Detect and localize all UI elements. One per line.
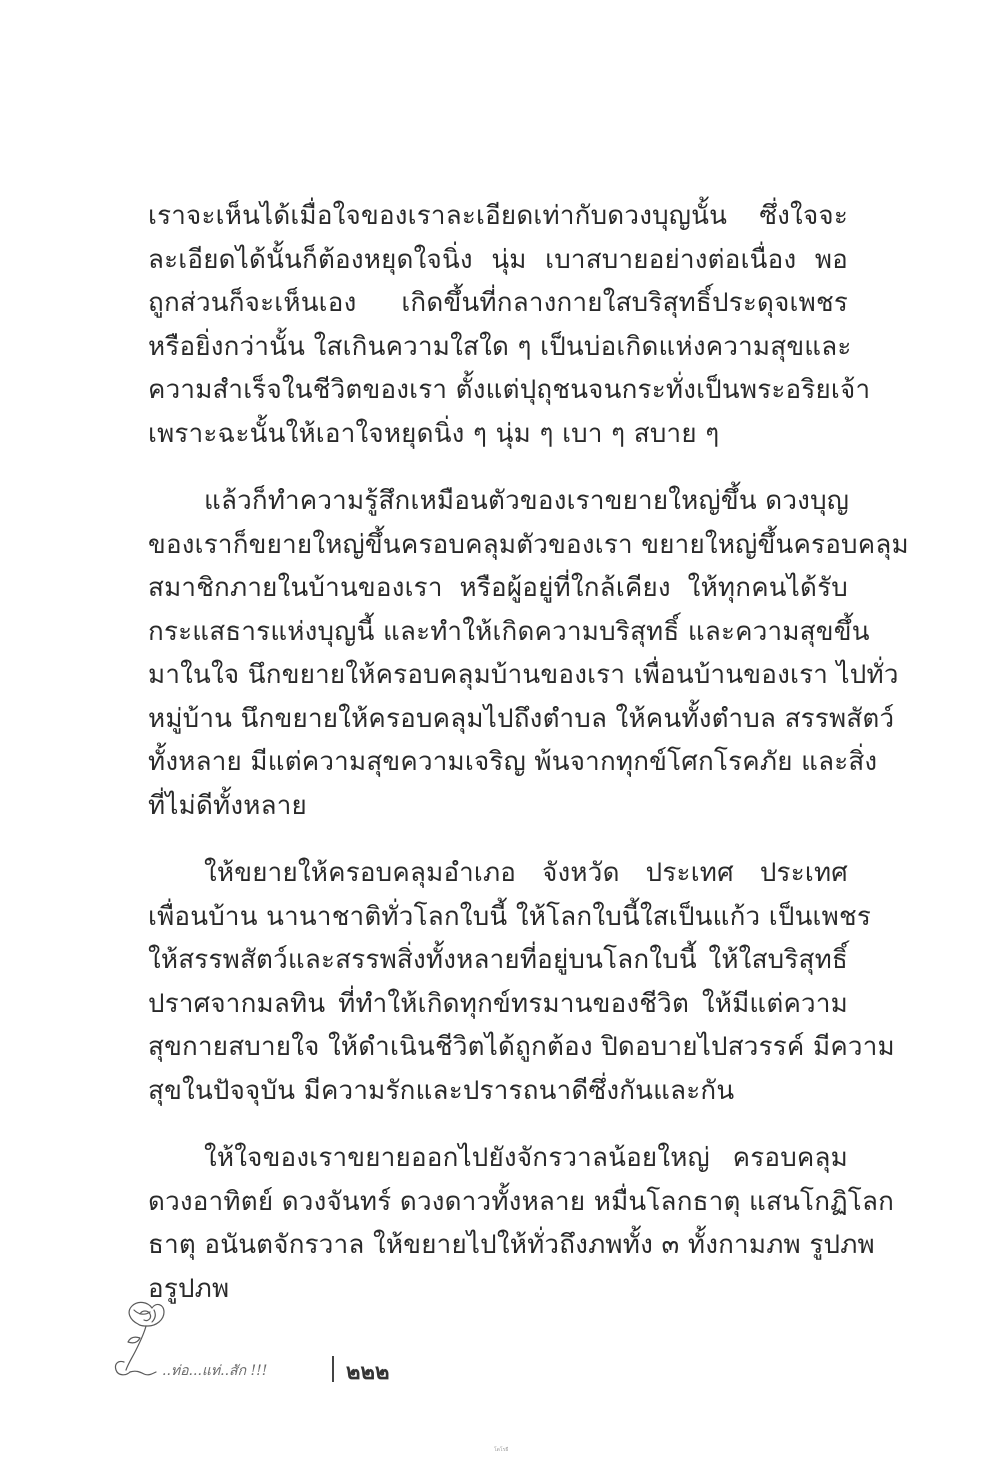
text-line: อรูปภพ <box>148 1273 230 1304</box>
text-line: ละเอียดได้นั้นก็ต้องหยุดใจนิ่ง นุ่ม เบาสบายอย่างต่อเนื่อง พอ <box>148 244 848 275</box>
text-line: ให้สรรพสัตว์และสรรพสิ่งทั้งหลายที่อยู่บนโลกใบนี้ ให้ใสบริสุทธิ์ <box>148 945 848 975</box>
text-line: กระแสธารแห่งบุญนี้ และทำให้เกิดความบริสุทธิ์ และความสุขขึ้น <box>148 616 870 647</box>
text-line: มาในใจ นึกขยายให้ครอบคลุมบ้านของเรา เพื่อนบ้านของเรา ไปทั่ว <box>148 660 899 690</box>
text-line: ดวงอาทิตย์ ดวงจันทร์ ดวงดาวทั้งหลาย หมื่นโลกธาตุ แสนโกฏิโลก <box>148 1186 895 1217</box>
text-line: แล้วก็ทำความรู้สึกเหมือนตัวของเราขยายใหญ่ขึ้น ดวงบุญ <box>204 486 850 516</box>
page-footer <box>110 1300 410 1385</box>
text-line: ของเราก็ขยายใหญ่ขึ้นครอบคลุมตัวของเรา ขยายใหญ่ขึ้นครอบคลุม <box>148 529 909 560</box>
text-line: ให้ใจของเราขยายออกไปยังจักรวาลน้อยใหญ่ ครอบคลุม <box>204 1143 848 1173</box>
footer-tagline: ..ท่อ...แท่..สัก !!! <box>162 1363 268 1379</box>
text-line: หมู่บ้าน นึกขยายให้ครอบคลุมไปถึงตำบล ให้คนทั้งตำบล สรรพสัตว์ <box>148 703 895 734</box>
paragraph-4 <box>148 1137 895 1311</box>
text-line: เราจะเห็นได้เมื่อใจของเราละเอียดเท่ากับดวงบุญนั้น ซึ่งใจจะ <box>148 201 848 231</box>
text-line: สมาชิกภายในบ้านของเรา หรือผู้อยู่ที่ใกล้เคียง ให้ทุกคนได้รับ <box>148 573 848 603</box>
text-line: ปราศจากมลทิน ที่ทำให้เกิดทุกข์ทรมานของชีวิต ให้มีแต่ความ <box>148 988 848 1019</box>
text-line: ที่ไม่ดีทั้งหลาย <box>148 790 307 821</box>
text-line: ถูกส่วนก็จะเห็นเอง เกิดขึ้นที่กลางกายใสบริสุทธิ์ประดุจเพชร <box>148 288 848 318</box>
footer-divider <box>332 1356 334 1382</box>
paragraph-3 <box>148 852 895 1113</box>
text-line: ธาตุ อนันตจักรวาล ให้ขยายไปให้ทั่วถึงภพทั้ง ๓ ทั้งกามภพ รูปภพ <box>148 1230 875 1260</box>
paragraph-1 <box>148 195 871 456</box>
text-line: สุขกายสบายใจ ให้ดำเนินชีวิตได้ถูกต้อง ปิดอบายไปสวรรค์ มีความ <box>148 1032 895 1062</box>
text-line: เพื่อนบ้าน นานาชาติทั่วโลกใบนี้ ให้โลกใบนี้ใสเป็นแก้ว เป็นเพชร <box>148 901 871 932</box>
paragraph-2 <box>148 480 909 828</box>
body-text <box>148 195 909 1335</box>
text-line: ความสำเร็จในชีวิตของเรา ตั้งแต่ปุถุชนจนกระทั่งเป็นพระอริยเจ้า <box>148 375 871 405</box>
text-line: ทั้งหลาย มีแต่ความสุขความเจริญ พ้นจากทุกข์โศกโรคภัย และสิ่ง <box>148 747 878 777</box>
bottom-mark: โดโรธี <box>494 1447 509 1453</box>
text-line: หรือยิ่งกว่านั้น ใสเกินความใสใด ๆ เป็นบ่อเกิดแห่งความสุขและ <box>148 331 852 362</box>
text-line: ให้ขยายให้ครอบคลุมอำเภอ จังหวัด ประเทศ ประเทศ <box>204 858 848 888</box>
text-line: สุขในปัจจุบัน มีความรักและปรารถนาดีซึ่งกันและกัน <box>148 1075 735 1106</box>
page-number: ๒๒๒ <box>346 1360 390 1385</box>
text-line: เพราะฉะนั้นให้เอาใจหยุดนิ่ง ๆ นุ่ม ๆ เบา ๆ สบาย ๆ <box>148 418 720 449</box>
